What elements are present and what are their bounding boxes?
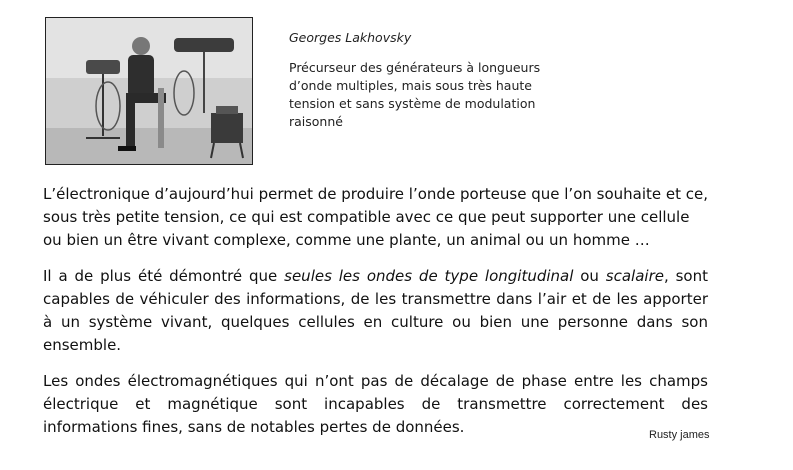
paragraph-2-after: , sont capables de véhiculer des informations, de les transmettre dans l’air et de les apporter à un système vivant, quelques cellules en culture ou bien une personne dans son ensemble. bbox=[43, 267, 708, 354]
paragraph-1: L’électronique d’aujourd’hui permet de produire l’onde porteuse que l’on souhaite et ce, sous très petite tension, ce qui est compatible avec ce que peut supporter une cellule ou bien un être vivant complexe, comme une plante, un animal ou un homme … bbox=[43, 185, 709, 249]
signature: Rusty james bbox=[649, 429, 710, 441]
caption-name: Georges Lakhovsky bbox=[289, 30, 412, 45]
lakhovsky-photo bbox=[45, 17, 253, 165]
photo-caption bbox=[289, 30, 579, 131]
photo-illustration bbox=[46, 18, 252, 164]
caption-description: Précurseur des générateurs à longueurs d’onde multiples, mais sous très haute tension et sans système de modulation raisonné bbox=[289, 60, 541, 129]
paragraph-2-before: Il a de plus été démontré que bbox=[43, 267, 285, 285]
paragraph-3: Les ondes électromagnétiques qui n’ont pas de décalage de phase entre les champs électrique et magnétique sont incapables de transmettre correctement des informations fines, sans de notables pertes de données. bbox=[43, 372, 708, 436]
paragraph-2-middle: ou bbox=[573, 267, 606, 285]
paragraph-2-emphasis-1: seules les ondes de type longitudinal bbox=[284, 267, 574, 285]
paragraph-2 bbox=[43, 265, 708, 357]
article-body bbox=[43, 183, 708, 452]
paragraph-2-emphasis-2: scalaire bbox=[605, 267, 664, 285]
